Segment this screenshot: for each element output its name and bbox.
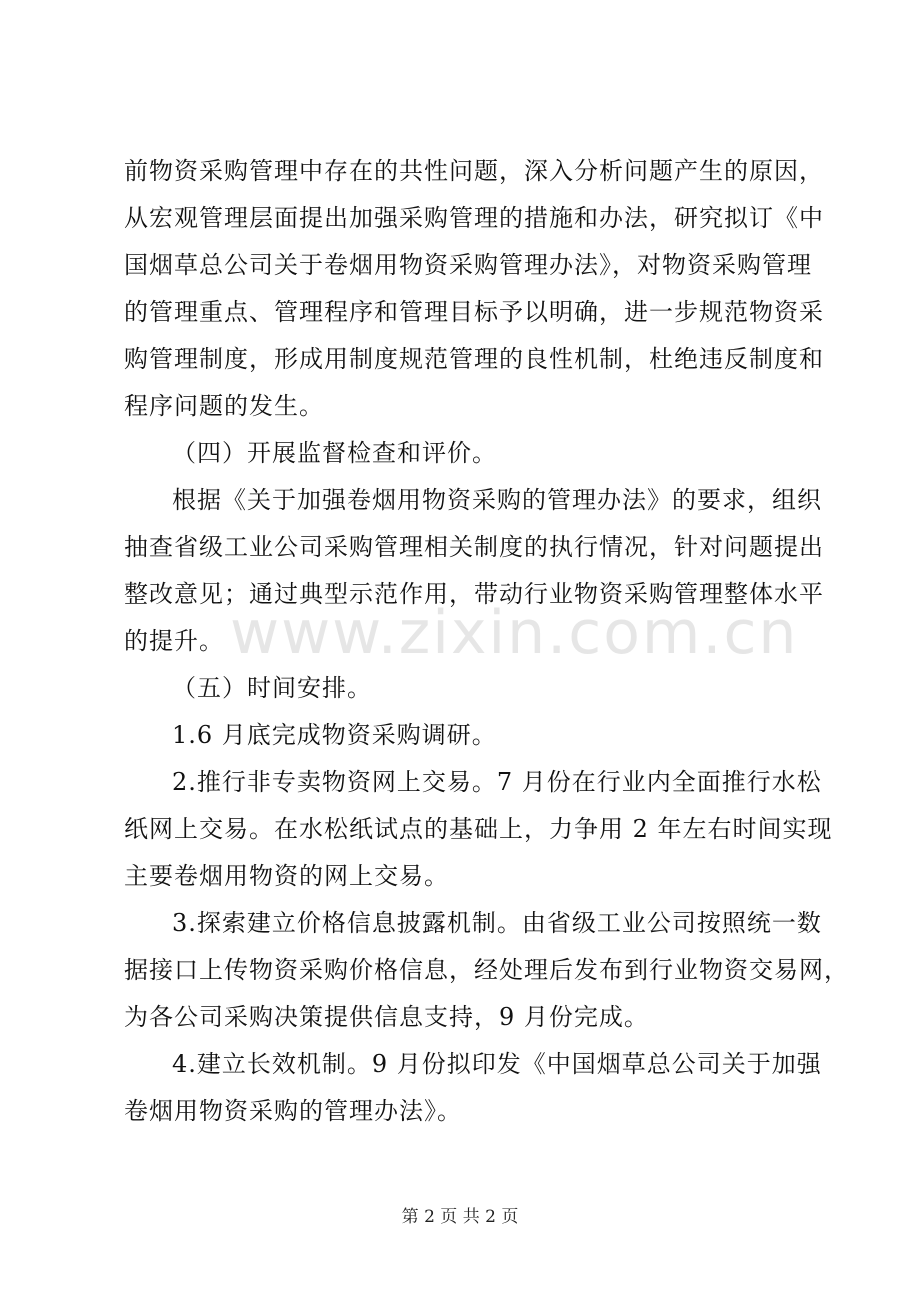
text-line: 纸网上交易。在水松纸试点的基础上，力争用 2 年左右时间实现 [124,815,833,843]
text-line: 抽查省级工业公司采购管理相关制度的执行情况，针对问题提出 [124,533,824,561]
text-line: 主要卷烟用物资的网上交易。 [124,862,449,890]
watermark: www.zixin.com.cn [230,598,799,668]
list-item: 3.探索建立价格信息披露机制。由省级工业公司按照统一数 [172,909,822,937]
document-body [124,148,849,1135]
list-item: 4.建立长效机制。9 月份拟印发《中国烟草总公司关于加强 [172,1050,822,1078]
text-line: 据接口上传物资采购价格信息，经处理后发布到行业物资交易网， [124,956,849,984]
list-item: 1.6 月底完成物资采购调研。 [172,721,497,749]
text-line: 前物资采购管理中存在的共性问题，深入分析问题产生的原因， [124,157,824,185]
text-line: 购管理制度，形成用制度规范管理的良性机制，杜绝违反制度和 [124,345,824,373]
section-heading: （四）开展监督检查和评价。 [172,439,497,467]
page-footer: 第 2 页 共 2 页 [401,1207,519,1227]
text-line: 的管理重点、管理程序和管理目标予以明确，进一步规范物资采 [124,298,824,326]
section-heading: （五）时间安排。 [172,674,372,702]
text-line: 根据《关于加强卷烟用物资采购的管理办法》的要求，组织 [172,486,822,514]
text-line: 的提升。 [124,627,224,655]
text-line: 国烟草总公司关于卷烟用物资采购管理办法》，对物资采购管理 [124,251,812,279]
text-line: 为各公司采购决策提供信息支持，9 月份完成。 [124,1003,649,1031]
text-line: 从宏观管理层面提出加强采购管理的措施和办法，研究拟订《中 [124,204,824,232]
text-line: 程序问题的发生。 [124,392,324,420]
text-line: 卷烟用物资采购的管理办法》。 [124,1097,462,1125]
list-item: 2.推行非专卖物资网上交易。7 月份在行业内全面推行水松 [172,768,822,796]
text-line: 整改意见；通过典型示范作用，带动行业物资采购管理整体水平 [124,580,824,608]
